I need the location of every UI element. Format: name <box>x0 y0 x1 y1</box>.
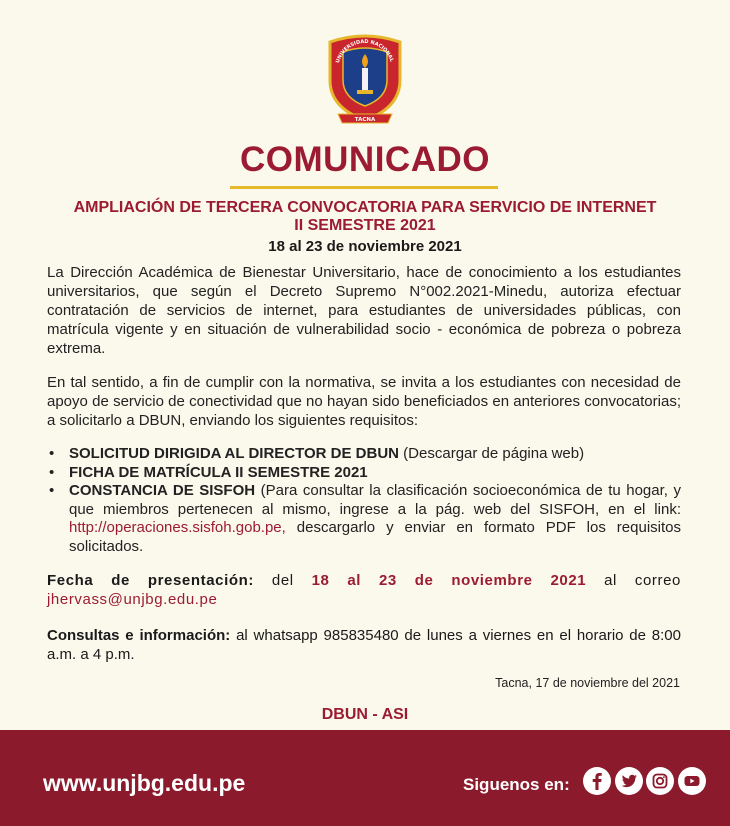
submission-text: al correo <box>586 572 681 589</box>
email-link[interactable]: jhervass@unjbg.edu.pe <box>47 591 218 608</box>
requirements-list <box>47 445 681 556</box>
facebook-icon[interactable] <box>582 766 612 796</box>
inquiries-label: Consultas e información: <box>47 627 231 644</box>
youtube-icon[interactable] <box>677 766 707 796</box>
submission-date <box>47 571 681 609</box>
inquiries <box>47 626 681 664</box>
list-item <box>47 445 681 464</box>
intro-paragraph: La Dirección Académica de Bienestar Universitario, hace de conocimiento a los estudiantes universitarios, que según el Decreto Supremo N°002.2021-Minedu, autoriza efectuar contratación de servicios de internet, para estudiantes de universidades públicas, con matrícula vigente y en situación de vulnerabilidad socio - económica de pobreza o pobreza extrema. <box>47 264 681 357</box>
svg-text:UNIVERSIDAD NACIONAL: UNIVERSIDAD NACIONAL <box>334 38 395 64</box>
requirement-detail: (Descargar de página web) <box>399 445 585 462</box>
requirement-title: CONSTANCIA DE SISFOH <box>69 482 256 499</box>
submission-text: del <box>254 572 312 589</box>
university-crest-logo <box>324 30 406 126</box>
list-item <box>47 464 681 483</box>
requirement-title: FICHA DE MATRÍCULA II SEMESTRE 2021 <box>69 463 368 481</box>
follow-label: Siguenos en: <box>463 775 570 794</box>
bullet-icon: • <box>49 463 55 481</box>
invitation-paragraph: En tal sentido, a fin de cumplir con la normativa, se invita a los estudiantes con necesidad de apoyo de servicio de conectividad que no hayan sido beneficiados en anteriores convocatorias; a solicitarlo a DBUN, enviando los siguientes requisitos: <box>47 374 681 429</box>
inquiries-text: al whatsapp 985835480 de lunes a viernes en el horario de 8:00 a.m. a 4 p.m. <box>47 627 681 663</box>
page-title: COMUNICADO <box>240 140 490 179</box>
submission-range: 18 al 23 de noviembre 2021 <box>311 572 587 589</box>
bullet-icon: • <box>49 482 55 499</box>
place-and-date: Tacna, 17 de noviembre del 2021 <box>495 676 680 690</box>
title-underline <box>230 186 498 189</box>
signature: DBUN - ASI <box>321 706 409 723</box>
requirement-title: SOLICITUD DIRIGIDA AL DIRECTOR DE DBUN <box>69 445 400 462</box>
svg-text:TACNA: TACNA <box>354 117 376 123</box>
list-item <box>47 482 681 556</box>
date-range: 18 al 23 de noviembre 2021 <box>268 238 462 255</box>
subtitle: AMPLIACIÓN DE TERCERA CONVOCATORIA PARA SERVICIO DE INTERNET II SEMESTRE 2021 <box>73 199 657 234</box>
bullet-icon: • <box>49 445 55 462</box>
sisfoh-link[interactable]: http://operaciones.sisfoh.gob.pe, <box>69 519 286 536</box>
twitter-icon[interactable] <box>614 766 644 796</box>
requirement-detail: (Para consultar la clasificación socioeconómica de tu hogar, y que miembros pertenecen al mismo, ingrese a la pág. web del SISFOH, en el link: <box>69 482 681 518</box>
requirement-detail: descargarlo y enviar en formato PDF los requisitos solicitados. <box>69 519 681 555</box>
instagram-icon[interactable] <box>645 766 675 796</box>
website-link[interactable]: www.unjbg.edu.pe <box>43 770 246 796</box>
submission-label: Fecha de presentación: <box>47 572 254 589</box>
footer-bar <box>0 730 730 826</box>
